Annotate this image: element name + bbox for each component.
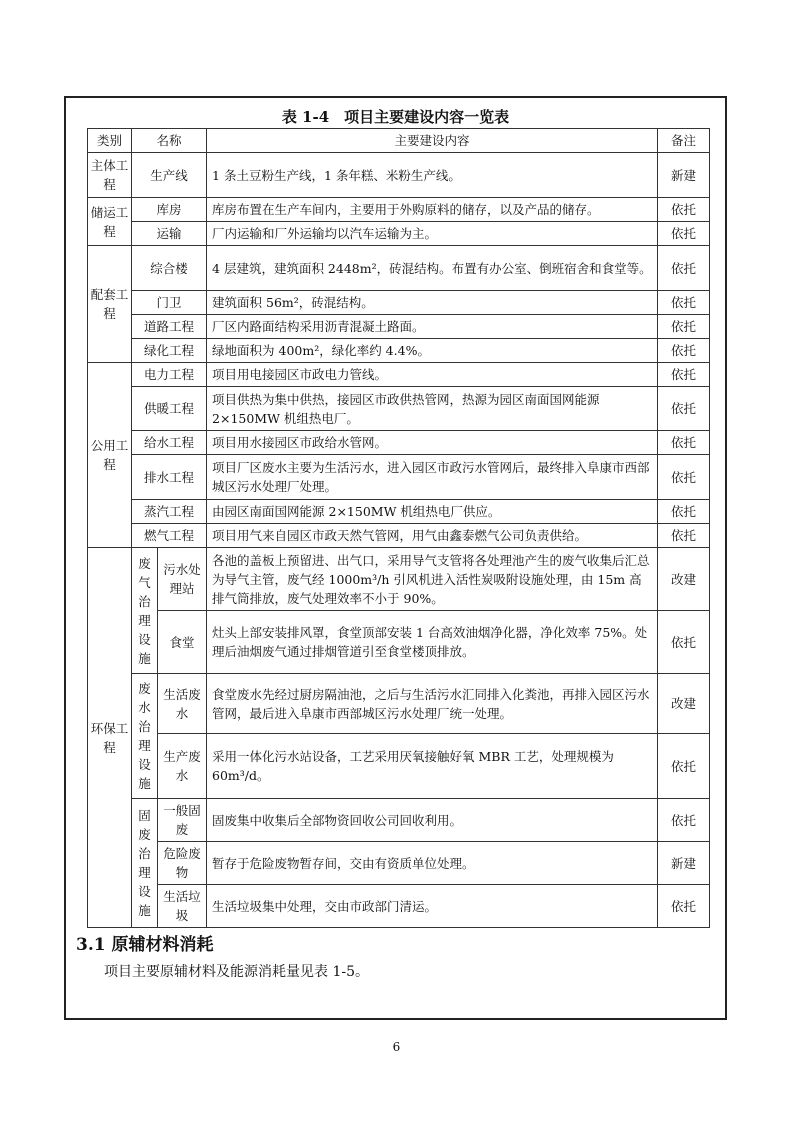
content-cell: 项目用水接园区市政给水管网。 xyxy=(207,431,658,455)
table-row xyxy=(88,842,710,885)
remark-cell: 依托 xyxy=(658,431,710,455)
name-cell: 绿化工程 xyxy=(132,339,207,363)
name-cell: 生产废水 xyxy=(158,734,207,799)
name-cell: 电力工程 xyxy=(132,363,207,387)
name-cell: 生活废水 xyxy=(158,674,207,734)
content-cell: 项目用气来自园区市政天然气管网，用气由鑫泰燃气公司负责供给。 xyxy=(207,524,658,548)
name-cell: 运输 xyxy=(132,222,207,246)
name-cell: 排水工程 xyxy=(132,455,207,500)
content-cell: 4 层建筑，建筑面积 2448m²，砖混结构。布置有办公室、倒班宿舍和食堂等。 xyxy=(207,246,658,291)
content-cell: 各池的盖板上预留进、出气口，采用导气支管将各处理池产生的废气收集后汇总为导气主管，废气经 1000m³/h 引风机进入活性炭吸附设施处理，由 15m 高排气筒排放，废气处理效率不小于 90%。 xyxy=(207,548,658,611)
content-cell: 灶头上部安装排风罩，食堂顶部安装 1 台高效油烟净化器，净化效率 75%。处理后油烟废气通过排烟管道引至食堂楼顶排放。 xyxy=(207,611,658,674)
header-content: 主要建设内容 xyxy=(207,129,658,153)
table-row xyxy=(88,674,710,734)
content-cell: 建筑面积 56m²，砖混结构。 xyxy=(207,291,658,315)
subgroup-cell: 废水治理设施 xyxy=(132,674,158,799)
content-cell: 库房布置在生产车间内，主要用于外购原料的储存，以及产品的储存。 xyxy=(207,198,658,222)
content-cell: 由园区南面国网能源 2×150MW 机组热电厂供应。 xyxy=(207,500,658,524)
content-cell: 暂存于危险废物暂存间，交由有资质单位处理。 xyxy=(207,842,658,885)
table-row xyxy=(88,315,710,339)
content-cell: 固废集中收集后全部物资回收公司回收利用。 xyxy=(207,799,658,842)
content-cell: 项目供热为集中供热，接园区市政供热管网，热源为园区南面国网能源 2×150MW 机组热电厂。 xyxy=(207,387,658,431)
table-row xyxy=(88,291,710,315)
remark-cell: 依托 xyxy=(658,799,710,842)
remark-cell: 改建 xyxy=(658,674,710,734)
content-cell: 生活垃圾集中处理，交由市政部门清运。 xyxy=(207,885,658,928)
remark-cell: 新建 xyxy=(658,842,710,885)
name-cell: 生活垃圾 xyxy=(158,885,207,928)
remark-cell: 依托 xyxy=(658,524,710,548)
category-cell: 配套工程 xyxy=(88,246,132,363)
table-row xyxy=(88,339,710,363)
table-header-row xyxy=(88,129,710,153)
content-cell: 绿地面积为 400m²，绿化率约 4.4%。 xyxy=(207,339,658,363)
table-row xyxy=(88,734,710,799)
content-cell: 厂内运输和厂外运输均以汽车运输为主。 xyxy=(207,222,658,246)
remark-cell: 依托 xyxy=(658,455,710,500)
remark-cell: 依托 xyxy=(658,315,710,339)
content-cell: 项目用电接园区市政电力管线。 xyxy=(207,363,658,387)
remark-cell: 依托 xyxy=(658,885,710,928)
table-row xyxy=(88,799,710,842)
name-cell: 供暖工程 xyxy=(132,387,207,431)
name-cell: 蒸汽工程 xyxy=(132,500,207,524)
remark-cell: 依托 xyxy=(658,222,710,246)
table-row xyxy=(88,524,710,548)
name-cell: 给水工程 xyxy=(132,431,207,455)
table-row xyxy=(88,363,710,387)
name-cell: 污水处理站 xyxy=(158,548,207,611)
category-cell: 储运工程 xyxy=(88,198,132,246)
table-row xyxy=(88,455,710,500)
table-title: 表 1-4 项目主要建设内容一览表 xyxy=(281,108,510,126)
table-row xyxy=(88,246,710,291)
name-cell: 综合楼 xyxy=(132,246,207,291)
name-cell: 道路工程 xyxy=(132,315,207,339)
table-row xyxy=(88,548,710,611)
remark-cell: 依托 xyxy=(658,246,710,291)
header-name: 名称 xyxy=(132,129,207,153)
table-row xyxy=(88,500,710,524)
construction-table xyxy=(87,128,710,928)
section-heading: 3.1 原辅材料消耗 xyxy=(76,935,214,955)
remark-cell: 依托 xyxy=(658,291,710,315)
category-cell: 主体工程 xyxy=(88,153,132,198)
remark-cell: 依托 xyxy=(658,611,710,674)
page-number: 6 xyxy=(392,1040,401,1054)
name-cell: 燃气工程 xyxy=(132,524,207,548)
name-cell: 生产线 xyxy=(132,153,207,198)
name-cell: 危险废物 xyxy=(158,842,207,885)
table-row xyxy=(88,153,710,198)
content-cell: 1 条土豆粉生产线，1 条年糕、米粉生产线。 xyxy=(207,153,658,198)
remark-cell: 依托 xyxy=(658,339,710,363)
table-row xyxy=(88,387,710,431)
remark-cell: 依托 xyxy=(658,198,710,222)
remark-cell: 依托 xyxy=(658,500,710,524)
category-cell: 公用工程 xyxy=(88,363,132,548)
content-cell: 厂区内路面结构采用沥青混凝土路面。 xyxy=(207,315,658,339)
name-cell: 一般固废 xyxy=(158,799,207,842)
remark-cell: 新建 xyxy=(658,153,710,198)
name-cell: 门卫 xyxy=(132,291,207,315)
remark-cell: 依托 xyxy=(658,387,710,431)
name-cell: 食堂 xyxy=(158,611,207,674)
subgroup-cell: 废气治理设施 xyxy=(132,548,158,674)
table-row xyxy=(88,222,710,246)
table-row xyxy=(88,611,710,674)
remark-cell: 依托 xyxy=(658,734,710,799)
category-cell: 环保工程 xyxy=(88,548,132,928)
table-row xyxy=(88,431,710,455)
content-cell: 采用一体化污水站设备，工艺采用厌氧接触好氧 MBR 工艺，处理规模为 60m³/d。 xyxy=(207,734,658,799)
header-category: 类别 xyxy=(88,129,132,153)
table-row xyxy=(88,885,710,928)
subgroup-cell: 固废治理设施 xyxy=(132,799,158,928)
content-cell: 项目厂区废水主要为生活污水，进入园区市政污水管网后，最终排入阜康市西部城区污水处理厂处理。 xyxy=(207,455,658,500)
table-row xyxy=(88,198,710,222)
remark-cell: 改建 xyxy=(658,548,710,611)
body-paragraph: 项目主要原辅材料及能源消耗量见表 1-5。 xyxy=(104,964,369,980)
content-cell: 食堂废水先经过厨房隔油池，之后与生活污水汇同排入化粪池，再排入园区污水管网，最后进入阜康市西部城区污水处理厂统一处理。 xyxy=(207,674,658,734)
name-cell: 库房 xyxy=(132,198,207,222)
remark-cell: 依托 xyxy=(658,363,710,387)
header-remark: 备注 xyxy=(658,129,710,153)
